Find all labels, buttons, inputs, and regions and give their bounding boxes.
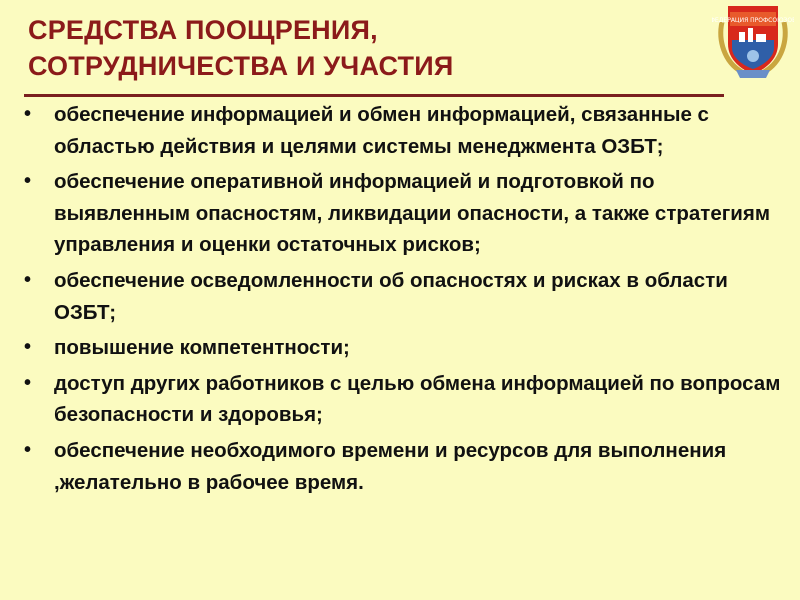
bullet-text-2: обеспечение оперативной информацией и подготовкой по выявленным опасностям, ликвидации опасности, а также стратегиям управления и оценки остаточных рисков; (54, 170, 770, 257)
bullet-item-5 (22, 368, 782, 431)
bullet-marker: • (24, 170, 32, 193)
slide-title (28, 12, 668, 84)
bullet-text-5: доступ других работников с целью обмена информацией по вопросам безопасности и здоровья; (54, 371, 781, 427)
slide-title-line-1: СРЕДСТВА ПООЩРЕНИЯ, (28, 15, 378, 45)
logo-caption: ФЕДЕРАЦИЯ ПРОФСОЮЗОВ (712, 17, 794, 24)
bullet-text-1: обеспечение информацией и обмен информацией, связанные с областью действия и целями системы менеджмента ОЗБТ; (54, 103, 709, 158)
bullet-item-4 (22, 332, 782, 364)
bullet-marker: • (24, 371, 32, 394)
slide-title-line-2: СОТРУДНИЧЕСТВА И УЧАСТИЯ (28, 51, 454, 81)
title-divider (24, 94, 724, 97)
bullet-text-3: обеспечение осведомленности об опасностях и рисках в области ОЗБТ; (54, 268, 728, 324)
bullet-item-2 (22, 166, 782, 261)
bullet-item-3 (22, 265, 782, 328)
bullet-marker: • (24, 103, 32, 125)
bullet-marker: • (24, 336, 32, 359)
bullet-text-6: обеспечение необходимого времени и ресурсов для выполнения ,желательно в рабочее время. (54, 438, 727, 494)
bullet-item-6 (22, 435, 782, 498)
bullet-marker: • (24, 438, 32, 461)
bullet-marker: • (24, 268, 32, 291)
trade-union-federation-logo (712, 0, 794, 82)
trade-union-emblem-icon (712, 0, 794, 82)
bullet-list (22, 99, 782, 502)
bullet-item-1 (22, 99, 782, 162)
bullet-text-4: повышение компетентности; (54, 336, 350, 360)
